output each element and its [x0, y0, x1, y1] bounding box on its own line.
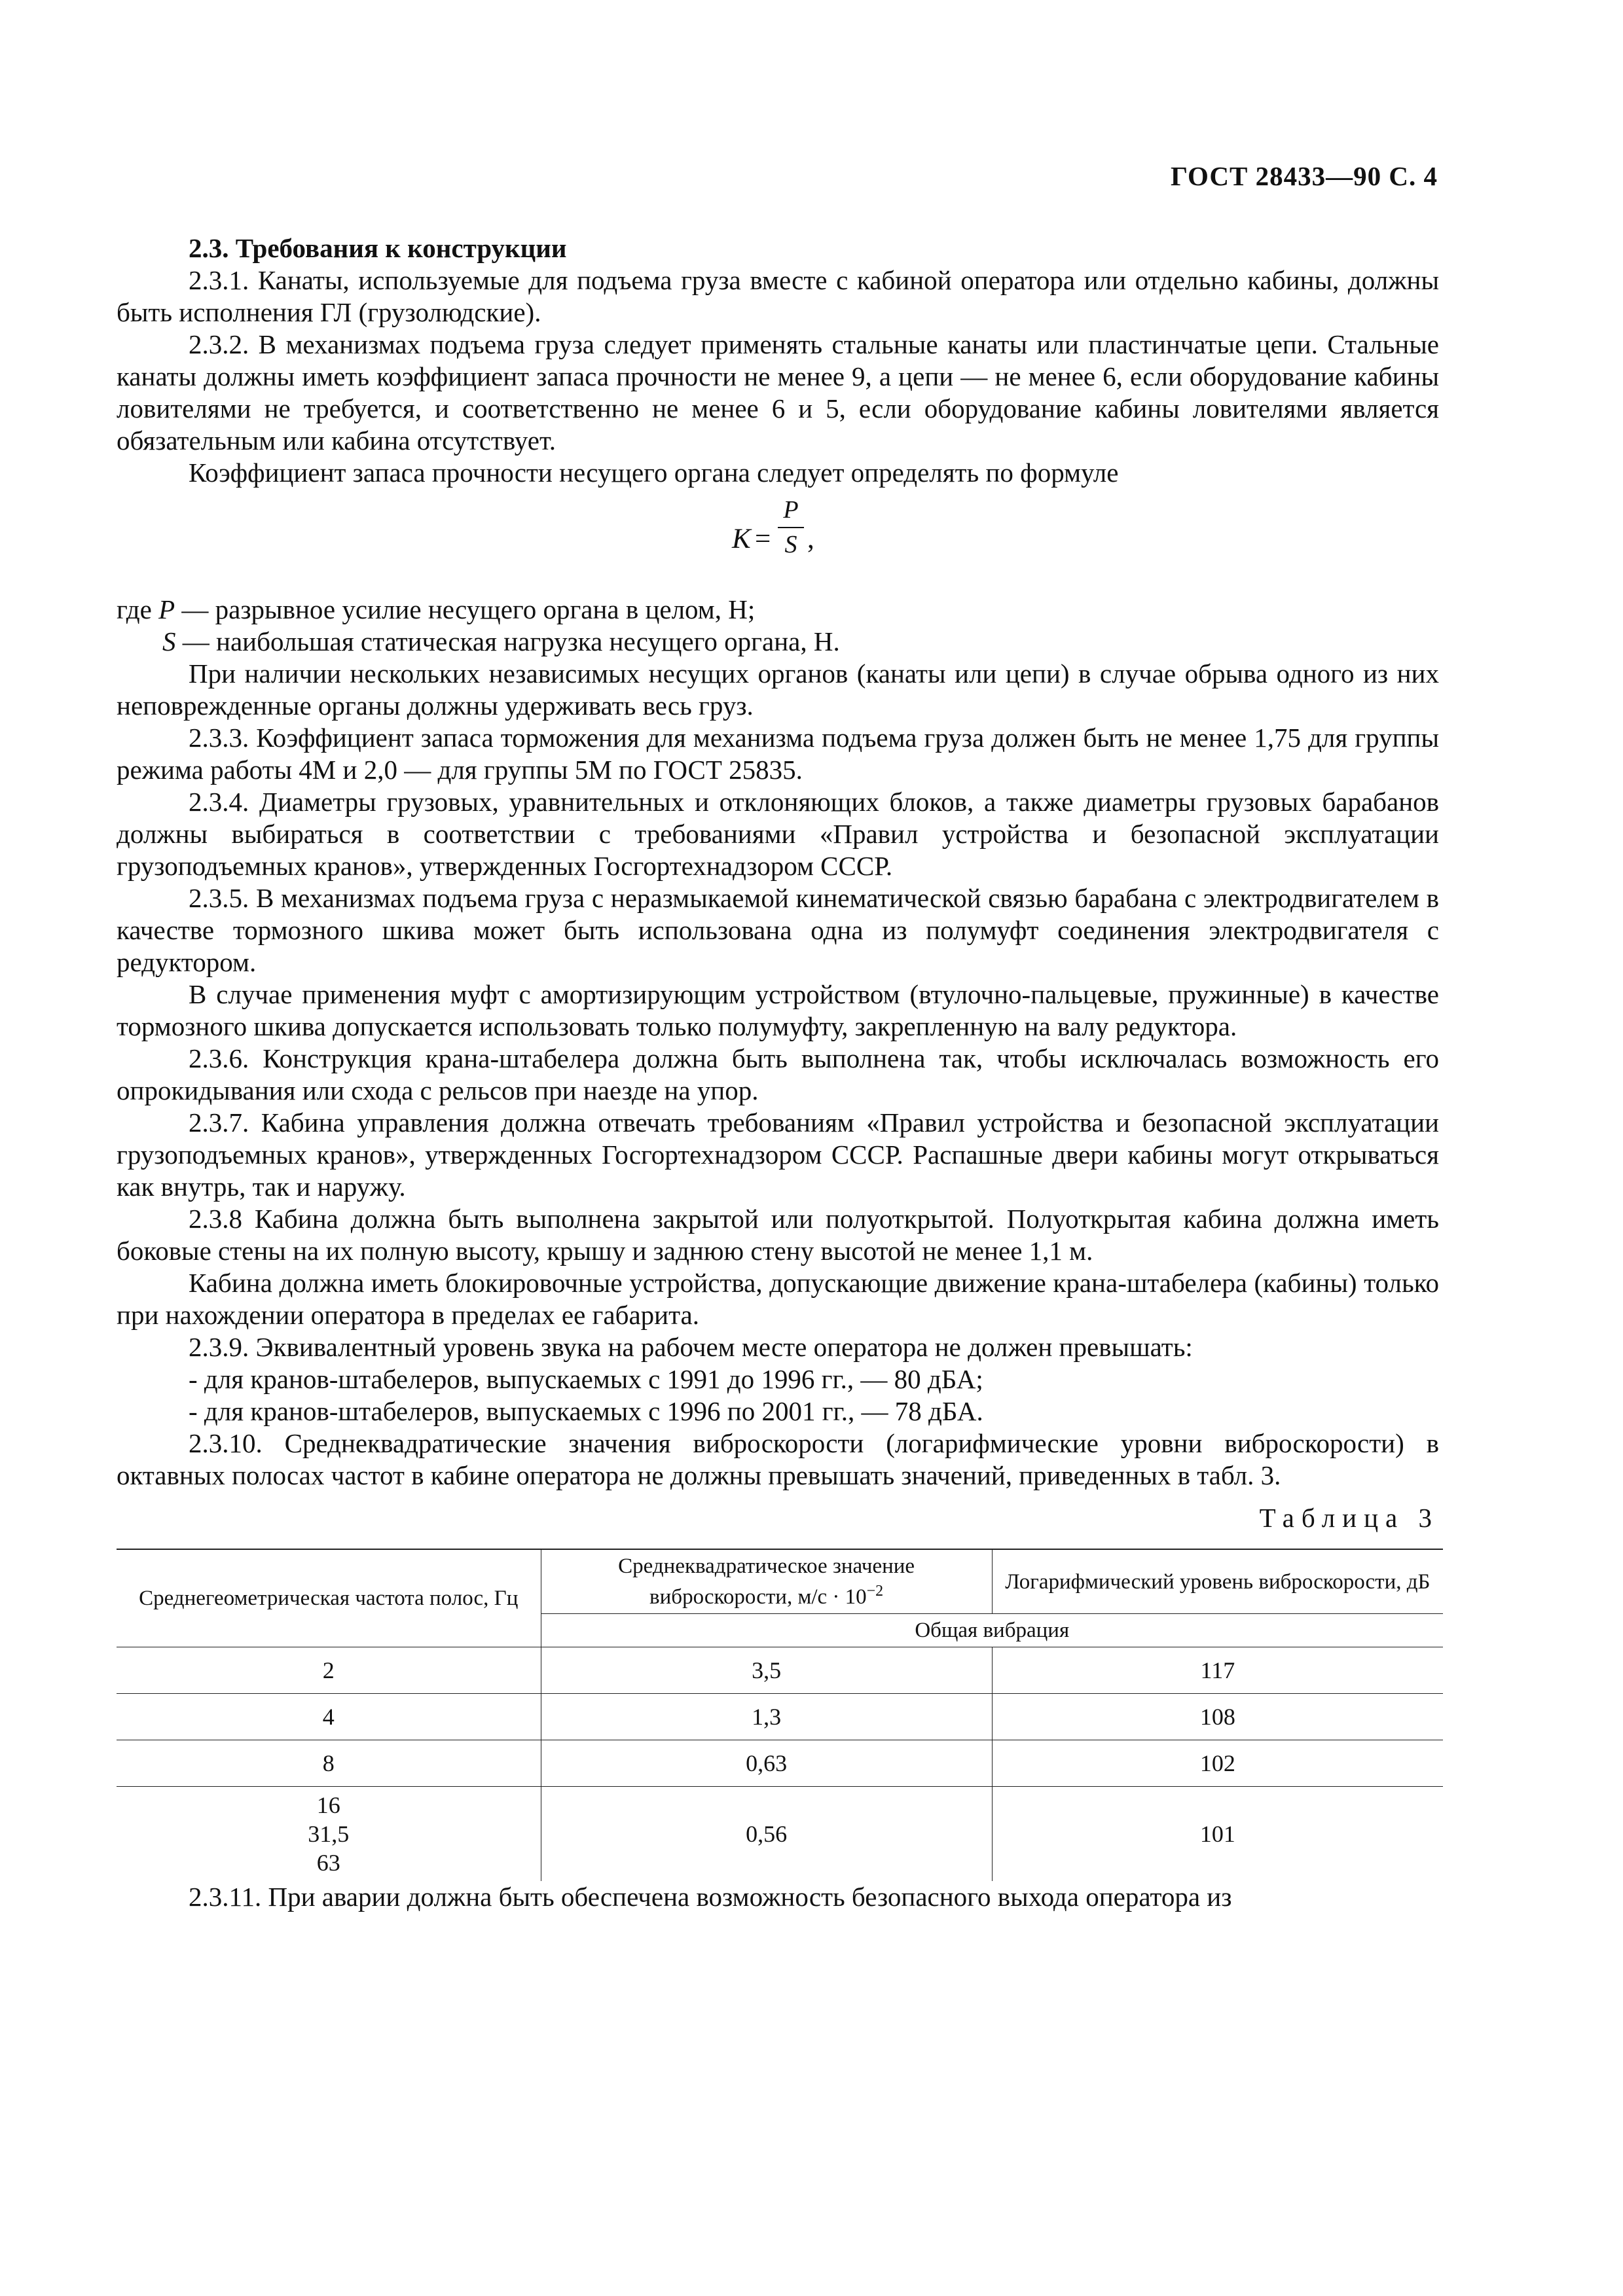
cell-velocity: 0,63: [541, 1740, 992, 1787]
paragraph-2-3-10: 2.3.10. Среднеквадратические значения виброскорости (логарифмические уровни виброскорости) в октавных полосах частот в кабине оператора не должны превышать значений, приведенных в табл. 3.: [117, 1428, 1439, 1490]
paragraph-blocking: Кабина должна иметь блокировочные устройства, допускающие движение крана-штабелера (кабины) только при нахождении оператора в пределах ее габарита.: [117, 1268, 1439, 1330]
formula-equals: =: [755, 524, 771, 554]
paragraph-2-3-3: 2.3.3. Коэффициент запаса торможения для механизма подъема груза должен быть не менее 1,75 для группы режима работы 4М и 2,0 — для группы 5М по ГОСТ 25835.: [117, 723, 1439, 785]
paragraph-2-3-7: 2.3.7. Кабина управления должна отвечать требованиям «Правил устройства и безопасной эксплуатации грузоподъемных кранов», утвержденных Госгортехнадзором СССР. Распашные двери кабины могут открываться как внутрь, так и наружу.: [117, 1107, 1439, 1202]
definition-p-text: — разрывное усилие несущего органа в целом, Н;: [175, 594, 756, 624]
table-caption: Таблица 3: [1259, 1503, 1439, 1533]
header-frequency: Среднегеометрическая частота полос, Гц: [117, 1549, 541, 1647]
formula-numerator: P: [783, 496, 799, 524]
definition-s-text: — наибольшая статическая нагрузка несущего органа, Н.: [175, 626, 840, 656]
paragraph-2-3-8: 2.3.8 Кабина должна быть выполнена закрытой или полуоткрытой. Полуоткрытая кабина должна иметь боковые стены на их полную высоту, крышу и заднюю стену высотой не менее 1,1 м.: [117, 1204, 1439, 1266]
paragraph-2-3-9: 2.3.9. Эквивалентный уровень звука на рабочем месте оператора не должен превышать:: [189, 1332, 1193, 1362]
header-velocity-text: Среднеквадратическое значение виброскорости, м/с · 10: [618, 1554, 915, 1609]
vibration-table: [117, 1549, 1443, 1881]
header-level: Логарифмический уровень виброскорости, дБ: [992, 1549, 1443, 1614]
cell-frequency-multi: [117, 1787, 541, 1882]
cell-frequency: 2: [117, 1647, 541, 1694]
paragraph-2-3-11: 2.3.11. При аварии должна быть обеспечена возможность безопасного выхода оператора из: [189, 1882, 1232, 1912]
list-item-2: - для кранов-штабелеров, выпускаемых с 1996 по 2001 гг., — 78 дБА.: [189, 1396, 983, 1426]
list-item-1: - для кранов-штабелеров, выпускаемых с 1991 до 1996 гг., — 80 дБА;: [189, 1364, 983, 1394]
table-row: [117, 1647, 1443, 1694]
cell-velocity: 3,5: [541, 1647, 992, 1694]
header-velocity: [541, 1549, 992, 1614]
definition-p-var: P: [158, 594, 175, 624]
page-header: ГОСТ 28433—90 С. 4: [1170, 161, 1438, 191]
cell-level: 108: [992, 1694, 1443, 1740]
table-header-row: [117, 1549, 1443, 1614]
cell-velocity: 0,56: [541, 1787, 992, 1882]
definition-s: [117, 626, 1439, 658]
cell-frequency: 8: [117, 1740, 541, 1787]
formula-comma: ,: [807, 524, 814, 554]
definition-p: [117, 594, 1439, 626]
section-title: 2.3. Требования к конструкции: [189, 233, 567, 263]
cell-frequency-line: 63: [316, 1850, 340, 1876]
cell-velocity: 1,3: [541, 1694, 992, 1740]
paragraph-2-3-4: 2.3.4. Диаметры грузовых, уравнительных и отклоняющих блоков, а также диаметры грузовых барабанов должны выбираться в соответствии с требованиями «Правил устройства и безопасной эксплуатации грузоподъемных кранов», утвержденных Госгортехнадзором СССР.: [117, 787, 1439, 881]
formula-denominator: S: [784, 531, 797, 558]
table-row: [117, 1694, 1443, 1740]
formula-fraction: [778, 495, 804, 560]
table-row: [117, 1740, 1443, 1787]
cell-level: 117: [992, 1647, 1443, 1694]
definition-s-var: S: [162, 626, 176, 656]
paragraph-several-organs: При наличии нескольких независимых несущих органов (канаты или цепи) в случае обрыва одного из них неповрежденные органы должны удерживать весь груз.: [117, 658, 1439, 721]
header-velocity-exponent: −2: [866, 1583, 884, 1600]
cell-frequency-line: 31,5: [308, 1821, 350, 1847]
formula-lhs: K: [732, 524, 751, 554]
document-body: [117, 232, 1439, 1913]
paragraph-2-3-2: 2.3.2. В механизмах подъема груза следует применять стальные канаты или пластинчатые цепи. Стальные канаты должны иметь коэффициент запаса прочности не менее 9, а цепи — не менее 6, если оборудование кабины ловителями не требуется, и соответственно не менее 6 и 5, если оборудование кабины ловителями является обязательным или кабина отсутствует.: [117, 329, 1439, 456]
paragraph-2-3-5: 2.3.5. В механизмах подъема груза с неразмыкаемой кинематической связью барабана с электродвигателем в качестве тормозного шкива может быть использована одна из полумуфт соединения электродвигателя с редуктором.: [117, 883, 1439, 977]
table-row: [117, 1787, 1443, 1882]
subheader-general-vibration: Общая вибрация: [541, 1614, 1443, 1647]
fraction-bar: [778, 527, 804, 528]
cell-level: 101: [1199, 1821, 1235, 1847]
formula: [117, 495, 1439, 581]
paragraph-2-3-6: 2.3.6. Конструкция крана-штабелера должна быть выполнена так, чтобы исключалась возможность его опрокидывания или схода с рельсов при наезде на упор.: [117, 1043, 1439, 1105]
paragraph-2-3-1: 2.3.1. Канаты, используемые для подъема груза вместе с кабиной оператора или отдельно кабины, должны быть исполнения ГЛ (грузолюдские).: [117, 265, 1439, 327]
paragraph-coefficient: Коэффициент запаса прочности несущего органа следует определять по формуле: [189, 457, 1119, 488]
paragraph-coupling: В случае применения муфт с амортизирующим устройством (втулочно-пальцевые, пружинные) в качестве тормозного шкива допускается использовать только полумуфту, закрепленную на валу редуктора.: [117, 979, 1439, 1041]
cell-frequency: 4: [117, 1694, 541, 1740]
cell-level: 102: [992, 1740, 1443, 1787]
definition-prefix: где: [117, 594, 159, 624]
cell-frequency-line: 16: [316, 1792, 340, 1818]
